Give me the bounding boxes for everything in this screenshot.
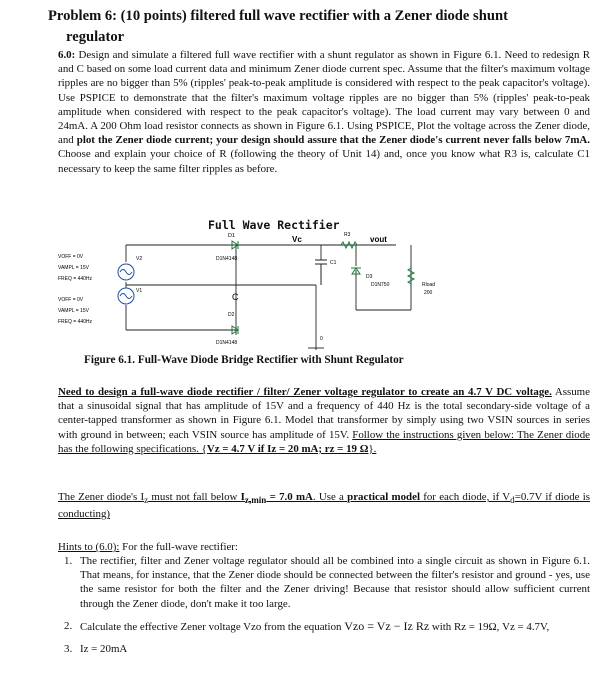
- design-text: Assume that a sinusoidal signal that has amplitude of 15V and a frequency of 440 Hz is the total secondary-side voltage of a center-tapped transformer as shown in Figure 6.1. Model that transformer by simply using two VSIN sources in series with ground in between; each VSIN source has amplitude of 15V.: [58, 386, 590, 441]
- label-d3: D3: [366, 274, 373, 280]
- figure-title: Full Wave Rectifier: [208, 218, 340, 232]
- hint-text: The rectifier, filter and Zener voltage regulator should all be combined into a single circuit as shown in Figure 6.1. That means, for instance, that the Zener diode should be connected between the filter's resistor and ground - yes, use the same resistor for both the filter and the Zener driving! Because that resistor should allow sufficient current through the Zener diode, don't make it too large.: [80, 555, 590, 610]
- design-spec-values: Vz = 4.7 V if Iz = 20 mA; rz = 19 Ω: [206, 442, 369, 455]
- figure-caption: Figure 6.1. Full-Wave Diode Bridge Rectifier with Shunt Regulator: [84, 354, 404, 366]
- hint-item: [58, 642, 590, 656]
- hint-text: Calculate the effective Zener voltage Vzo from the equation: [80, 620, 345, 633]
- hint-number: 1.: [64, 555, 73, 567]
- capacitor-c1-icon: [315, 260, 327, 285]
- v1-freq: FREQ = 440Hz: [58, 319, 93, 325]
- intro-text: Design and simulate a filtered full wave rectifier with a shunt regulator as shown in Figure 6.1. Need to redesign R and C based on some load current data and minimum Zener diode current spec. Assume that the filter's maximum voltage ripples are no bigger than 5% (ripples' peak-to-peak amplitude is considered with respect to the peak capacitor's voltage). Use PSPICE to demonstrate that the filter's maximum voltage ripples are no bigger than 5% (ripples' peak-to-peak amplitude when considered with respect to the peak capacitor's voltage). The load current may vary between 0 and 24mA. A 200 Ohm load resistor connects as shown in Figure 6.1. Using PSPICE, Plot the voltage across the Zener diode, and: [58, 49, 590, 147]
- label-c1: C1: [330, 260, 337, 266]
- v1-voff: VOFF = 0V: [58, 297, 84, 303]
- label-ground: 0: [320, 336, 323, 342]
- hint-item: [58, 554, 590, 611]
- v2-vampl: VAMPL = 15V: [58, 265, 89, 271]
- label-rload-value: 200: [424, 290, 433, 296]
- label-d2-part: D1N4148: [216, 340, 238, 346]
- label-vc: Vc: [292, 235, 302, 244]
- label-v2: V2: [136, 256, 143, 262]
- intro-text-end: Choose and explain your choice of R (following the theory of Unit 14) and, once you know what R3 is, calculate C1 necessary to keep the same filter ripples as before.: [58, 148, 590, 175]
- section-label: 6.0:: [58, 49, 76, 61]
- label-v1: V1: [136, 288, 143, 294]
- intro-paragraph: [58, 48, 590, 176]
- label-d1-part: D1N4148: [216, 256, 238, 262]
- label-rload: Rload: [422, 282, 436, 288]
- title-line-1: Problem 6: (10 points) filtered full wave rectifier with a Zener diode shunt: [48, 8, 508, 24]
- sine-v1-icon: [120, 294, 132, 299]
- hint-text: Iz = 20mA: [80, 643, 128, 656]
- hint-item: [58, 619, 590, 634]
- label-d3-part: D1N750: [371, 282, 390, 288]
- hints-label-rest: For the full-wave rectifier:: [119, 541, 238, 553]
- title-line-2: regulator: [66, 29, 125, 45]
- zener-g-sub: d: [510, 495, 515, 506]
- zener-f: practical model: [347, 491, 420, 503]
- intro-bold-requirement: plot the Zener diode current; your design should assure that the Zener diode's current never falls below 7mA.: [76, 134, 590, 147]
- hints-label: Hints to (6.0):: [58, 541, 120, 553]
- v1-vampl: VAMPL = 15V: [58, 308, 89, 314]
- label-vout: vout: [370, 235, 387, 244]
- design-goal: Need to design a full-wave diode rectifier / filter/ Zener voltage regulator to create an 4.7 V DC voltage.: [58, 386, 552, 398]
- hint-text-cont: with Rz = 19Ω, Vz = 4.7V,: [429, 620, 550, 633]
- zener-requirement: [58, 490, 590, 522]
- zener-c-sub: z,min: [244, 495, 267, 506]
- zener-equation: Vzo = Vz − Iz Rz: [344, 618, 430, 633]
- zener-g: for each diode, if V: [419, 491, 511, 503]
- label-d1: D1: [228, 233, 236, 239]
- design-spec: Follow the instructions given below: The Zener diode has the following specifications. {: [58, 428, 590, 455]
- v2-voff: VOFF = 0V: [58, 254, 84, 260]
- label-d2: D2: [228, 312, 235, 318]
- zener-a: The Zener diode's I: [58, 491, 145, 503]
- hint-number: 2.: [64, 619, 73, 632]
- circuit-schematic: [56, 230, 476, 350]
- zener-b: must not fall below: [148, 491, 241, 503]
- v2-freq: FREQ = 440Hz: [58, 276, 93, 282]
- zener-e: . Use a: [312, 491, 348, 503]
- problem-title: [48, 6, 588, 48]
- zener-d: = 7.0 mA: [266, 491, 313, 503]
- hints-list: [58, 554, 590, 656]
- sine-v2-icon: [120, 270, 132, 275]
- zener-c: I: [240, 491, 245, 503]
- design-paragraph: [58, 385, 590, 456]
- hints-heading: [58, 540, 590, 554]
- zener-h: =0.7V if diode is conducting): [58, 491, 591, 521]
- zener-a-sub: z: [144, 495, 149, 506]
- label-node-c: C: [232, 292, 239, 302]
- hint-number: 3.: [64, 643, 73, 656]
- label-r3: R3: [344, 232, 351, 238]
- design-spec-end: }.: [368, 442, 377, 455]
